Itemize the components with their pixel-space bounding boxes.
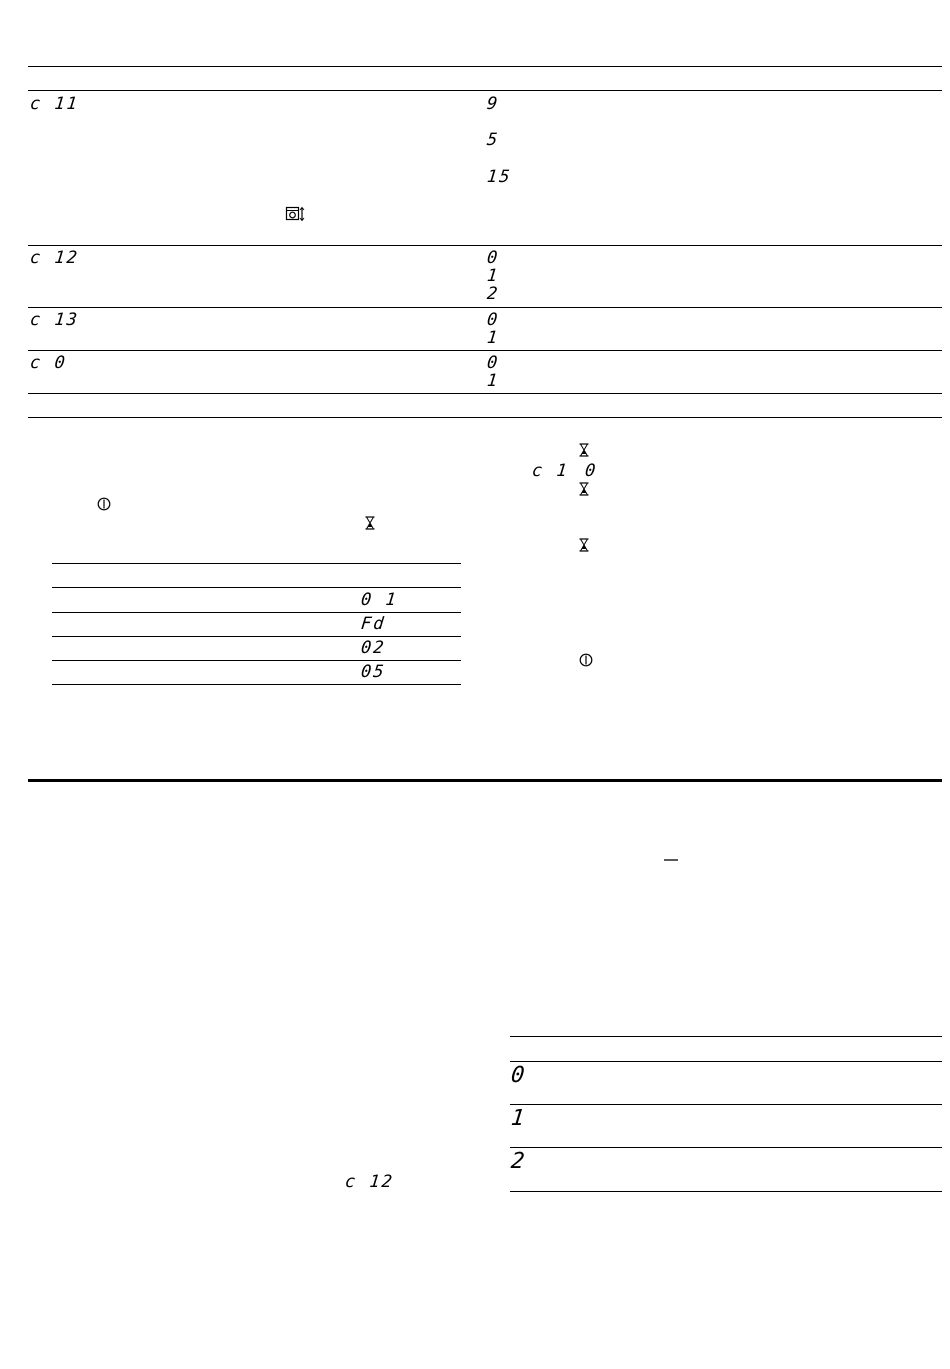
setting-code: c 13 <box>28 310 81 330</box>
option-value: 1 <box>509 1106 528 1131</box>
setting-code: c 1 <box>530 461 570 481</box>
setting-value: 2 <box>485 284 501 304</box>
row-divider <box>510 1147 942 1148</box>
power-icon <box>579 653 593 667</box>
row-divider <box>52 636 461 637</box>
error-code: Fd <box>359 614 387 634</box>
setting-value: 9 <box>485 94 501 114</box>
option-value: 2 <box>509 1149 528 1174</box>
error-code: 05 <box>359 662 387 682</box>
setting-value: 15 <box>485 167 513 187</box>
hourglass-icon <box>578 443 590 457</box>
setting-code: c 11 <box>28 94 81 114</box>
setting-value: 1 <box>485 371 501 391</box>
row-divider <box>510 1104 942 1105</box>
error-table-top-rule <box>52 563 461 564</box>
error-table-bottom-rule <box>52 684 461 685</box>
setting-code: c 12 <box>343 1172 396 1192</box>
table-header-rule <box>28 90 942 91</box>
error-code: 0 1 <box>359 590 399 610</box>
error-code: 02 <box>359 638 387 658</box>
option-table-bottom-rule <box>510 1191 942 1192</box>
error-table-header-rule <box>52 587 461 588</box>
row-divider <box>28 307 942 308</box>
section-divider <box>28 779 942 782</box>
table-top-rule <box>28 66 942 67</box>
hob-extraction-icon <box>285 206 305 222</box>
setting-value: 1 <box>485 328 501 348</box>
option-table-top-rule <box>510 1036 942 1037</box>
setting-value: 1 <box>485 266 501 286</box>
setting-value: 0 <box>485 353 501 373</box>
hourglass-icon <box>364 516 376 530</box>
row-divider <box>52 612 461 613</box>
row-divider <box>28 245 942 246</box>
setting-value: 5 <box>485 130 501 150</box>
setting-value: 0 <box>485 310 501 330</box>
setting-value: 0 <box>583 461 599 481</box>
power-icon <box>97 497 111 511</box>
row-divider <box>52 660 461 661</box>
row-divider <box>28 350 942 351</box>
setting-code: c 0 <box>28 353 68 373</box>
minus-icon <box>663 856 679 864</box>
row-divider <box>28 393 942 394</box>
setting-value: 0 <box>485 248 501 268</box>
option-table-header-rule <box>510 1061 942 1062</box>
option-value: 0 <box>509 1063 528 1088</box>
setting-code: c 12 <box>28 248 81 268</box>
hourglass-icon <box>578 538 590 552</box>
hourglass-icon <box>578 482 590 496</box>
table-bottom-rule <box>28 417 942 418</box>
